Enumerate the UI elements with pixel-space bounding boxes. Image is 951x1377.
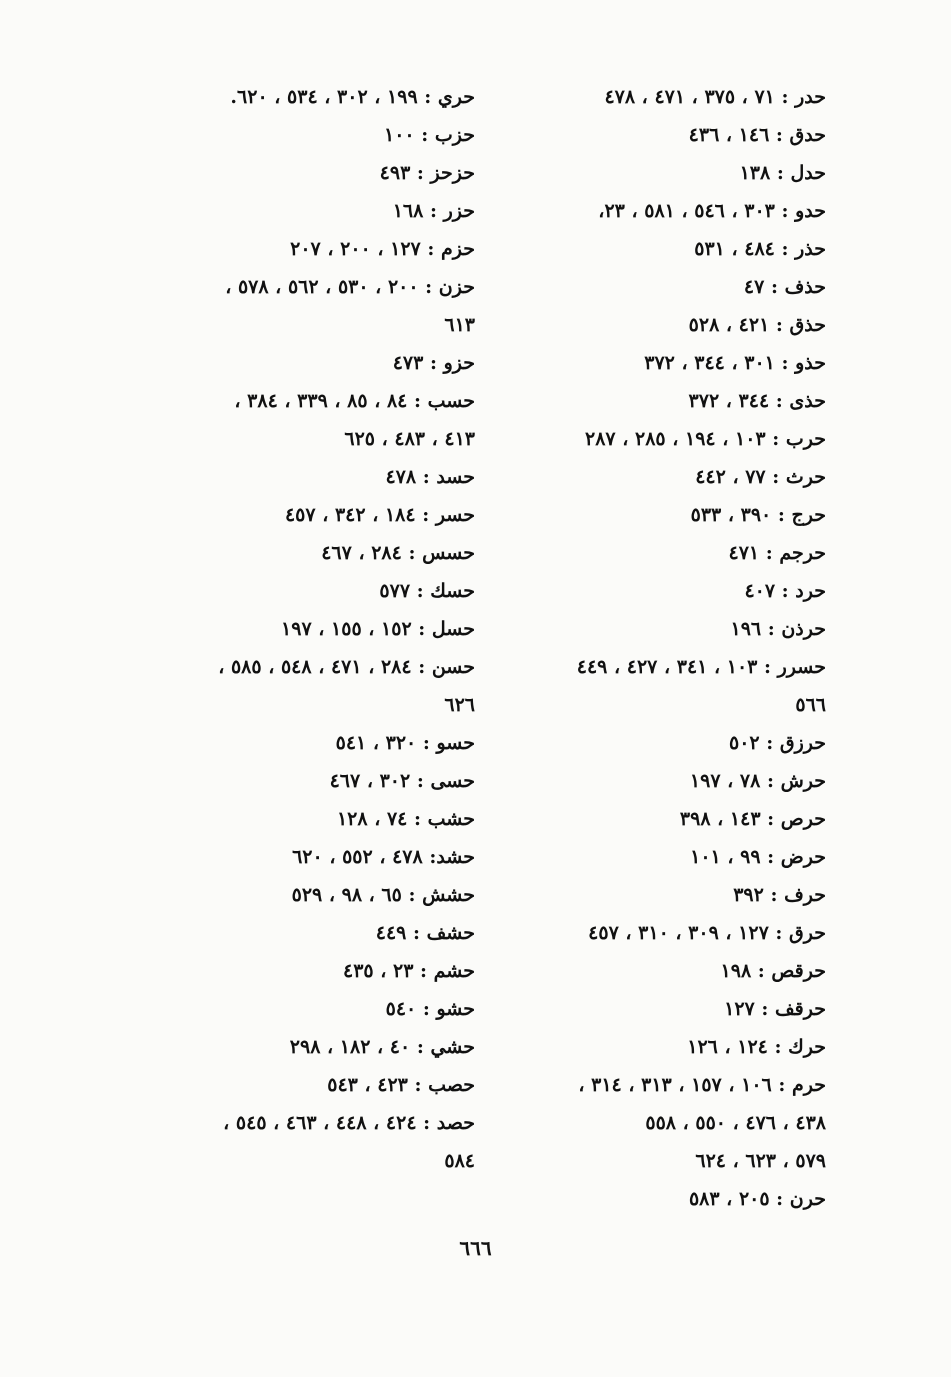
index-entry: حشي : ٤٠ ، ١٨٢ ، ٢٩٨ xyxy=(289,1036,475,1058)
index-entry: حسل : ١٥٢ ، ١٥٥ ، ١٩٧ xyxy=(281,618,475,640)
index-entry: حشم : ٢٣ ، ٤٣٥ xyxy=(342,960,475,982)
index-entry: حسن : ٢٨٤ ، ٤٧١ ، ٥٤٨ ، ٥٨٥ ، xyxy=(218,656,475,678)
index-entry: حسرر : ١٠٣ ، ٣٤١ ، ٤٢٧ ، ٤٤٩ xyxy=(576,656,826,678)
index-entry: حرق : ١٢٧ ، ٣٠٩ ، ٣١٠ ، ٤٥٧ xyxy=(588,922,826,944)
index-entry: حشو : ٥٤٠ xyxy=(385,998,475,1020)
index-entry: حرن : ٢٠٥ ، ٥٨٣ xyxy=(688,1188,826,1210)
index-entry: حذو : ٣٠١ ، ٣٤٤ ، ٣٧٢ xyxy=(644,352,826,374)
index-entry: حرقف : ١٢٧ xyxy=(724,998,826,1020)
index-entry: ٤١٣ ، ٤٨٣ ، ٦٢٥ xyxy=(344,428,475,450)
index-entry: حرجم : ٤٧١ xyxy=(728,542,826,564)
index-entry: حذى : ٣٤٤ ، ٣٧٢ xyxy=(688,390,826,412)
index-entry: حسس : ٢٨٤ ، ٤٦٧ xyxy=(321,542,475,564)
index-entry: حرش : ٧٨ ، ١٩٧ xyxy=(689,770,826,792)
index-entry: ٥٧٩ ، ٦٢٣ ، ٦٢٤ xyxy=(695,1150,826,1172)
index-entry: حرف : ٣٩٢ xyxy=(733,884,826,906)
index-entry: حزحز : ٤٩٣ xyxy=(379,162,475,184)
index-column-right xyxy=(486,78,826,1218)
index-entry: حرث : ٧٧ ، ٤٤٢ xyxy=(695,466,826,488)
index-entry: ٦١٣ xyxy=(444,314,475,336)
index-entry: حزو : ٤٧٣ xyxy=(392,352,475,374)
index-entry: حرم : ١٠٦ ، ١٥٧ ، ٣١٣ ، ٣١٤ ، xyxy=(578,1074,826,1096)
index-entry: حرج : ٣٩٠ ، ٥٣٣ xyxy=(690,504,826,526)
index-entry: حزم : ١٢٧ ، ٢٠٠ ، ٢٠٧ xyxy=(290,238,475,260)
index-entry: حشف : ٤٤٩ xyxy=(375,922,475,944)
index-entry: حذق : ٤٢١ ، ٥٢٨ xyxy=(688,314,826,336)
index-entry: حرص : ١٤٣ ، ٣٩٨ xyxy=(679,808,826,830)
index-entry: ٦٢٦ xyxy=(444,694,475,716)
index-entry: حرد : ٤٠٧ xyxy=(744,580,826,602)
index-entry: حسر : ١٨٤ ، ٣٤٢ ، ٤٥٧ xyxy=(284,504,475,526)
index-entry: حذر : ٤٨٤ ، ٥٣١ xyxy=(694,238,826,260)
index-column-left xyxy=(135,78,475,1180)
page-number: ٦٦٦ xyxy=(459,1236,492,1260)
index-entry: ٥٨٤ xyxy=(444,1150,475,1172)
index-entry: حرقص : ١٩٨ xyxy=(720,960,826,982)
index-entry: حدق : ١٤٦ ، ٤٣٦ xyxy=(688,124,826,146)
index-entry: حرك : ١٢٤ ، ١٢٦ xyxy=(687,1036,826,1058)
index-entry: حشب : ٧٤ ، ١٢٨ xyxy=(336,808,475,830)
index-entry: حسب : ٨٤ ، ٨٥ ، ٣٣٩ ، ٣٨٤ ، xyxy=(234,390,475,412)
index-entry: حسد : ٤٧٨ xyxy=(385,466,475,488)
index-entry: حذف : ٤٧ xyxy=(743,276,826,298)
index-entry: حزر : ١٦٨ xyxy=(392,200,475,222)
index-entry: حصب : ٤٢٣ ، ٥٤٣ xyxy=(327,1074,475,1096)
index-entry: حدل : ١٣٨ xyxy=(739,162,826,184)
index-entry: حصد : ٤٢٤ ، ٤٤٨ ، ٤٦٣ ، ٥٤٥ ، xyxy=(223,1112,475,1134)
index-entry: حشد: ٤٧٨ ، ٥٥٢ ، ٦٢٠ xyxy=(292,846,475,868)
index-entry: ٤٣٨ ، ٤٧٦ ، ٥٥٠ ، ٥٥٨ xyxy=(645,1112,826,1134)
index-entry: حدر : ٧١ ، ٣٧٥ ، ٤٧١ ، ٤٧٨ xyxy=(604,86,826,108)
index-entry: حزب : ١٠٠ xyxy=(384,124,475,146)
index-entry: حرض : ٩٩ ، ١٠١ xyxy=(690,846,826,868)
index-entry: حسك : ٥٧٧ xyxy=(379,580,475,602)
index-entry: ٥٦٦ xyxy=(795,694,826,716)
index-entry: حرب : ١٠٣ ، ١٩٤ ، ٢٨٥ ، ٢٨٧ xyxy=(585,428,826,450)
index-entry: حزن : ٢٠٠ ، ٥٣٠ ، ٥٦٢ ، ٥٧٨ ، xyxy=(225,276,475,298)
index-entry: حرزق : ٥٠٢ xyxy=(728,732,826,754)
index-entry: حسى : ٣٠٢ ، ٤٦٧ xyxy=(329,770,475,792)
index-entry: حدو : ٣٠٣ ، ٥٤٦ ، ٥٨١ ، ٢٣، xyxy=(598,200,826,222)
index-entry: حري : ١٩٩ ، ٣٠٢ ، ٥٣٤ ، ٦٢٠. xyxy=(230,86,475,108)
index-entry: حشش : ٦٥ ، ٩٨ ، ٥٢٩ xyxy=(291,884,475,906)
index-entry: حرذن : ١٩٦ xyxy=(730,618,826,640)
index-entry: حسو : ٣٢٠ ، ٥٤١ xyxy=(335,732,475,754)
